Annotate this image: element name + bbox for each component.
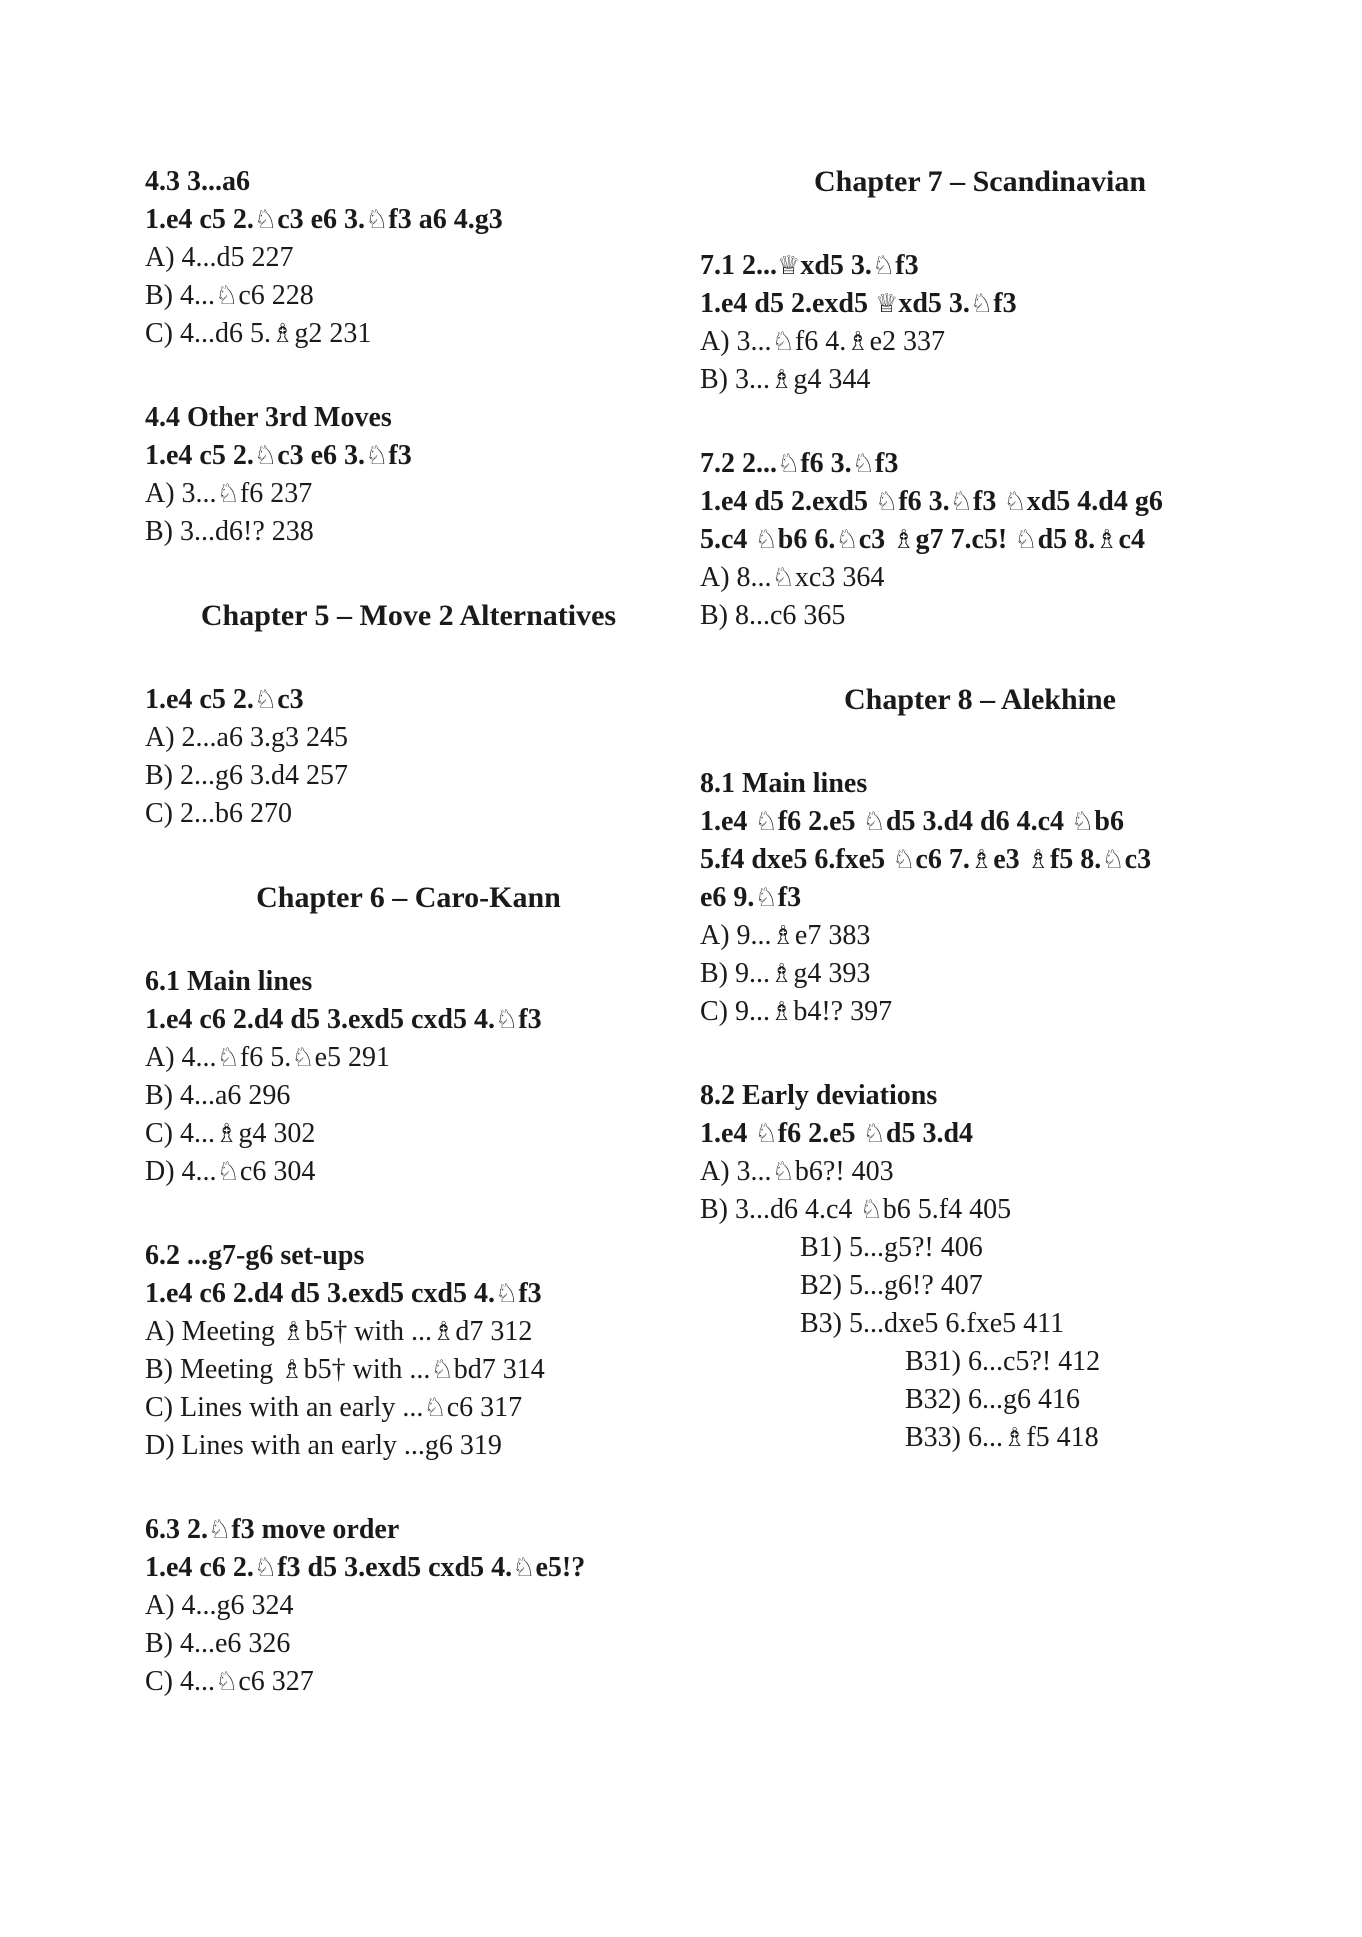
bishop-icon: ♗ [969,845,994,875]
variation-line: A) 4...g6 324 [145,1590,294,1621]
variation-line: A) 4...d5 227 [145,242,294,273]
section-title: 7.2 2...♘f6 3.♘f3 [700,448,899,479]
knight-icon: ♘ [754,807,778,837]
knight-icon: ♘ [253,205,278,235]
variation-line: C) 4...d6 5.♗g2 231 [145,318,372,349]
knight-icon: ♘ [949,487,974,517]
knight-icon: ♘ [851,449,876,479]
mainline-moves: 1.e4 d5 2.exd5 ♘f6 3.♘f3 ♘xd5 4.d4 g6 [700,486,1163,517]
bishop-icon: ♗ [846,327,870,357]
chapter-heading: Chapter 6 – Caro-Kann [256,881,561,914]
knight-icon: ♘ [754,525,778,555]
column-right [700,163,1260,1457]
mainline-moves: 1.e4 ♘f6 2.e5 ♘d5 3.d4 d6 4.c4 ♘b6 [700,806,1124,837]
knight-icon: ♘ [771,1157,795,1187]
knight-icon: ♘ [430,1355,454,1385]
mainline-moves: 1.e4 c5 2.♘c3 e6 3.♘f3 [145,440,412,471]
mainline-moves: 1.e4 c6 2.d4 d5 3.exd5 cxd5 4.♘f3 [145,1278,542,1309]
variation-line: B) 3...d6 4.c4 ♘b6 5.f4 405 [700,1194,1012,1225]
knight-icon: ♘ [754,883,778,913]
variation-line: B3) 5...dxe5 6.fxe5 411 [800,1308,1065,1339]
variation-line: A) 3...♘f6 237 [145,478,313,509]
variation-line: C) Lines with an early ...♘c6 317 [145,1392,523,1423]
variation-line: B2) 5...g6!? 407 [800,1270,983,1301]
knight-icon: ♘ [859,1195,883,1225]
toc-section [700,247,1260,399]
section-title: 4.3 3...a6 [145,166,250,197]
mainline-moves: 5.f4 dxe5 6.fxe5 ♘c6 7.♗e3 ♗f5 8.♘c3 [700,844,1152,875]
variation-line: B) 3...♗g4 344 [700,364,871,395]
knight-icon: ♘ [253,685,278,715]
bishop-icon: ♗ [770,959,794,989]
bishop-icon: ♗ [280,1355,304,1385]
knight-icon: ♘ [875,487,899,517]
knight-icon: ♘ [216,1157,240,1187]
toc-section [700,445,1260,635]
section-title: 6.1 Main lines [145,966,313,997]
knight-icon: ♘ [969,289,994,319]
section-title: 6.2 ...g7-g6 set-ups [145,1240,365,1271]
knight-icon: ♘ [253,1553,278,1583]
section-title: 7.1 2...♕xd5 3.♘f3 [700,250,919,281]
knight-icon: ♘ [215,281,239,311]
variation-line: A) 8...♘xc3 364 [700,562,885,593]
variation-line: B) 4...e6 326 [145,1628,291,1659]
mainline-moves: 1.e4 c6 2.d4 d5 3.exd5 cxd5 4.♘f3 [145,1004,542,1035]
knight-icon: ♘ [512,1553,536,1583]
toc-section [145,1237,672,1465]
variation-line: B) Meeting ♗b5† with ...♘bd7 314 [145,1354,545,1385]
knight-icon: ♘ [365,441,389,471]
mainline-moves: e6 9.♘f3 [700,882,802,913]
knight-icon: ♘ [216,479,240,509]
mainline-moves: 1.e4 c5 2.♘c3 e6 3.♘f3 a6 4.g3 [145,204,503,235]
variation-line: A) Meeting ♗b5† with ...♗d7 312 [145,1316,533,1347]
knight-icon: ♘ [216,1043,240,1073]
column-left [145,163,672,1701]
variation-line: B1) 5...g5?! 406 [800,1232,983,1263]
knight-icon: ♘ [771,327,795,357]
variation-line: B32) 6...g6 416 [905,1384,1080,1415]
toc-section [700,765,1260,1031]
chapter-heading: Chapter 8 – Alekhine [844,683,1116,716]
bishop-icon: ♗ [892,525,916,555]
variation-line: C) 2...b6 270 [145,798,292,829]
knight-icon: ♘ [215,1667,239,1697]
toc-section [145,399,672,551]
variation-line: A) 3...♘f6 4.♗e2 337 [700,326,945,357]
variation-line: C) 4...♘c6 327 [145,1666,314,1697]
variation-line: B) 4...a6 296 [145,1080,291,1111]
bishop-icon: ♗ [770,997,794,1027]
bishop-icon: ♗ [431,1317,456,1347]
chapter-heading: Chapter 5 – Move 2 Alternatives [200,599,617,632]
knight-icon: ♘ [892,845,916,875]
variation-line: A) 2...a6 3.g3 245 [145,722,348,753]
knight-icon: ♘ [1101,845,1125,875]
bishop-icon: ♗ [1026,845,1050,875]
knight-icon: ♘ [423,1393,447,1423]
variation-line: C) 9...♗b4!? 397 [700,996,893,1027]
knight-icon: ♘ [835,525,859,555]
toc-section [145,963,672,1191]
knight-icon: ♘ [365,205,389,235]
mainline-moves: 1.e4 c5 2.♘c3 [145,684,304,715]
knight-icon: ♘ [1071,807,1095,837]
bishop-icon: ♗ [271,319,295,349]
variation-line: B) 2...g6 3.d4 257 [145,760,348,791]
queen-icon: ♕ [777,251,801,281]
bishop-icon: ♗ [1095,525,1119,555]
section-title: 8.2 Early deviations [700,1080,938,1111]
knight-icon: ♘ [253,441,278,471]
variation-line: B33) 6...♗f5 418 [905,1422,1099,1453]
section-title: 6.3 2.♘f3 move order [145,1514,400,1545]
toc-section [145,681,672,833]
knight-icon: ♘ [1003,487,1027,517]
knight-icon: ♘ [771,563,795,593]
knight-icon: ♘ [777,449,801,479]
mainline-moves: 1.e4 ♘f6 2.e5 ♘d5 3.d4 [700,1118,974,1149]
variation-line: C) 4...♗g4 302 [145,1118,316,1149]
knight-icon: ♘ [862,807,886,837]
toc-section [145,163,672,353]
knight-icon: ♘ [862,1119,886,1149]
bishop-icon: ♗ [771,921,795,951]
toc-section [700,1077,1260,1457]
knight-icon: ♘ [208,1515,232,1545]
variation-line: A) 9...♗e7 383 [700,920,871,951]
variation-line: A) 3...♘b6?! 403 [700,1156,894,1187]
mainline-moves: 1.e4 c6 2.♘f3 d5 3.exd5 cxd5 4.♘e5!? [145,1552,586,1583]
variation-line: B) 8...c6 365 [700,600,846,631]
bishop-icon: ♗ [215,1119,239,1149]
knight-icon: ♘ [495,1279,519,1309]
bishop-icon: ♗ [281,1317,306,1347]
section-title: 4.4 Other 3rd Moves [145,402,392,433]
variation-line: A) 4...♘f6 5.♘e5 291 [145,1042,390,1073]
section-title: 8.1 Main lines [700,768,868,799]
mainline-moves: 1.e4 d5 2.exd5 ♕xd5 3.♘f3 [700,288,1017,319]
queen-icon: ♕ [875,289,899,319]
knight-icon: ♘ [1014,525,1038,555]
chapter-heading: Chapter 7 – Scandinavian [813,165,1147,198]
knight-icon: ♘ [291,1043,315,1073]
mainline-moves: 5.c4 ♘b6 6.♘c3 ♗g7 7.c5! ♘d5 8.♗c4 [700,524,1145,555]
variation-line: B) 9...♗g4 393 [700,958,871,989]
bishop-icon: ♗ [770,365,794,395]
knight-icon: ♘ [495,1005,519,1035]
variation-line: D) Lines with an early ...g6 319 [145,1430,502,1461]
variation-line: B31) 6...c5?! 412 [905,1346,1101,1377]
knight-icon: ♘ [871,251,896,281]
toc-section [145,1511,672,1701]
variation-line: B) 4...♘c6 228 [145,280,314,311]
knight-icon: ♘ [754,1119,778,1149]
variation-line: D) 4...♘c6 304 [145,1156,316,1187]
variation-line: B) 3...d6!? 238 [145,516,314,547]
bishop-icon: ♗ [1003,1423,1027,1453]
